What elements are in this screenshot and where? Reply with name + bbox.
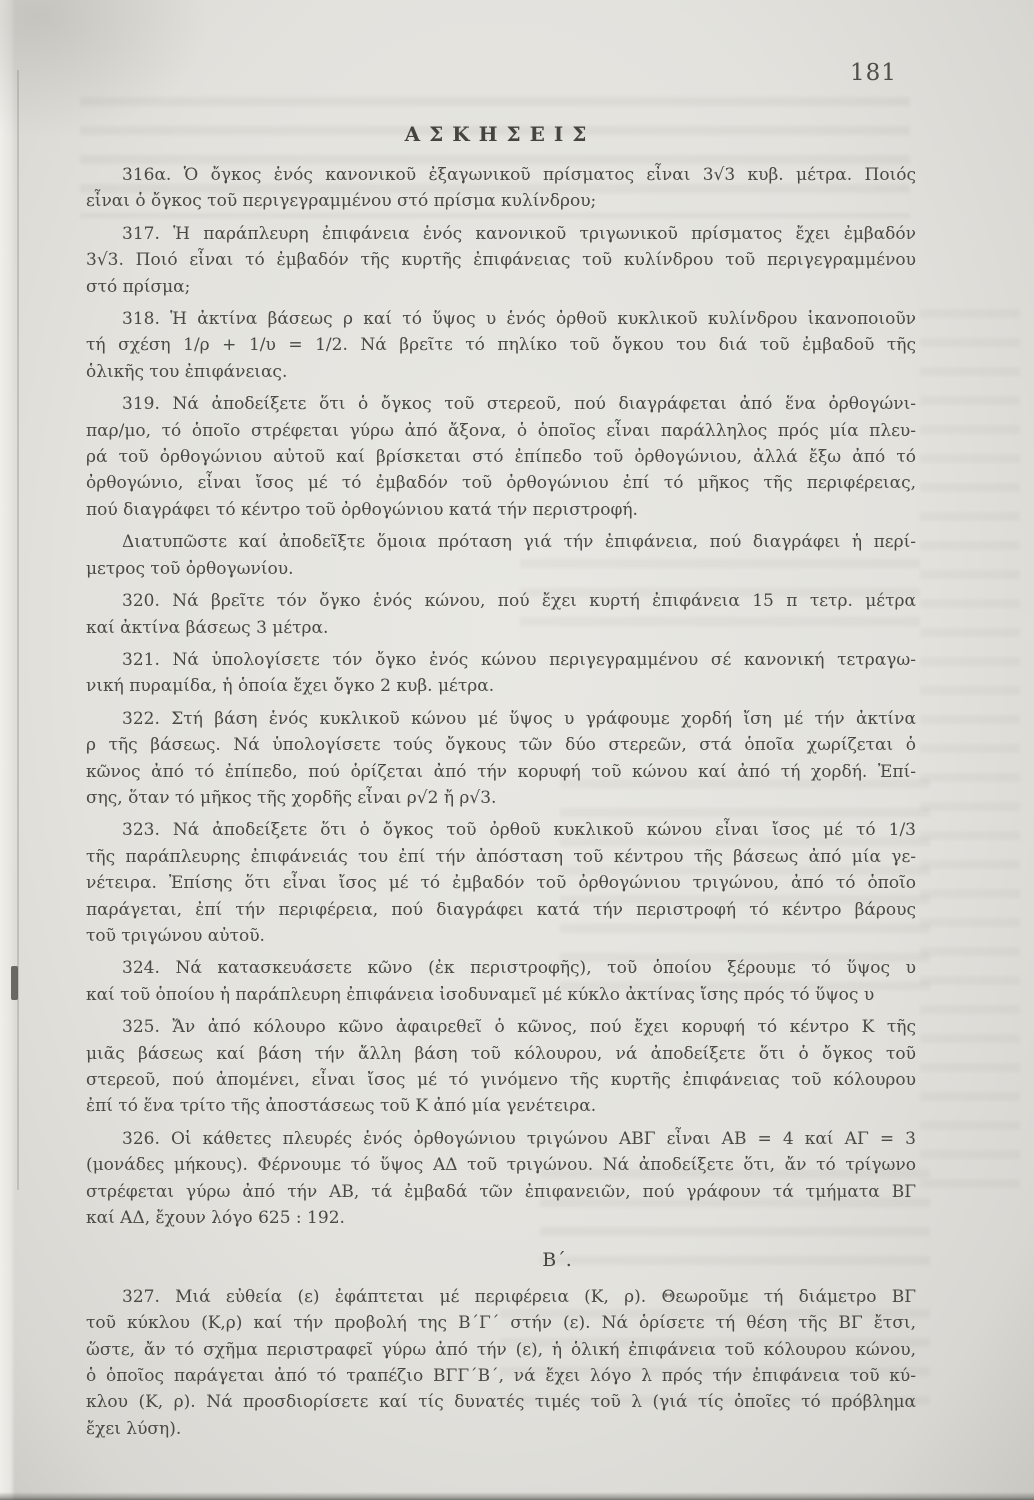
- text-line: καί τοῦ ὁποίου ἡ παράπλευρη ἐπιφάνεια ἰσοδυναμεῖ μέ κύκλο ἀκτίνας ἴσης πρός τό ὕψος υ: [86, 984, 875, 1005]
- text-line: τή σχέση 1/ρ + 1/υ = 1/2. Νά βρεῖτε τό πηλίκο τοῦ ὄγκου του διά τοῦ ἐμβαδοῦ τῆς: [86, 335, 916, 356]
- text-line: νική πυραμίδα, ἡ ὁποία ἔχει ὄγκο 2 κυβ. μέτρα.: [86, 676, 495, 697]
- exercise-323: [86, 817, 916, 949]
- text-line: 317. Ἡ παράπλευρη ἐπιφάνεια ἑνός κανονικοῦ τριγωνικοῦ πρίσματος ἔχει ἐμβαδόν: [122, 223, 916, 244]
- text-line: Διατυπῶστε καί ἀποδεῖξτε ὅμοια πρόταση γιά τήν ἐπιφάνεια, πού διαγράφει ἡ περί-: [122, 532, 916, 553]
- page-gutter-edge: [0, 0, 15, 1500]
- section-b-heading: Β΄.: [542, 1249, 572, 1272]
- text-line: ρ τῆς βάσεως. Νά ὑπολογίσετε τούς ὄγκους τῶν δύο στερεῶν, στά ὁποῖα χωρίζεται ὁ: [86, 735, 916, 756]
- exercise-322: [86, 706, 916, 812]
- text-line: στό πρίσμα;: [86, 276, 191, 297]
- text-line: πού διαγράφει τό κέντρο τοῦ ὀρθογώνιου κατά τήν περιστροφή.: [86, 499, 638, 520]
- exercise-320: [86, 588, 916, 641]
- text-line: στερεοῦ, πού ἀπομένει, εἶναι ἴσος μέ τό γινόμενο τῆς κυρτῆς ἐπιφάνειας τοῦ κόλουρου: [86, 1070, 916, 1090]
- exercise-319: [86, 391, 916, 523]
- corner-scan-shadow: [0, 0, 210, 140]
- text-line: ὥστε, ἄν τό σχῆμα περιστραφεῖ γύρω ἀπό τήν (ε), ἡ ὁλική ἐπιφάνεια τοῦ κόλουρου κώνου,: [86, 1339, 916, 1360]
- text-line: 324. Νά κατασκευάσετε κῶνο (ἐκ περιστροφῆς), τοῦ ὁποίου ξέρουμε τό ὕψος υ: [122, 958, 916, 979]
- text-line: 327. Μιά εὐθεία (ε) ἐφάπτεται μέ περιφέρεια (Κ, ρ). Θεωροῦμε τή διάμετρο ΒΓ: [122, 1286, 916, 1307]
- text-line: νέτειρα. Ἐπίσης ὅτι εἶναι ἴσος μέ τό ἐμβαδόν τοῦ ὀρθογώνιου τριγώνου, ἀπό τό ὁποῖο: [86, 873, 916, 894]
- exercise-326: [86, 1126, 916, 1232]
- text-line: 326. Οἱ κάθετες πλευρές ἑνός ὀρθογώνιου τριγώνου ΑΒΓ εἶναι ΑΒ = 4 καί ΑΓ = 3: [122, 1128, 916, 1149]
- text-line: 318. Ἡ ἀκτίνα βάσεως ρ καί τό ὕψος υ ἑνός ὀρθοῦ κυκλικοῦ κυλίνδρου ἱκανοποιοῦν: [122, 309, 916, 330]
- text-line: ἔχει λύση).: [86, 1418, 182, 1439]
- exercise-324: [86, 955, 916, 1008]
- text-line: παράγεται, ἐπί τήν περιφέρεια, πού διαγράφει κατά τήν περιστροφή τό κέντρο βάρους: [86, 899, 916, 920]
- exercise-318: [86, 306, 916, 385]
- text-line: κλου (Κ, ρ). Νά προσδιορίσετε καί τίς δυνατές τιμές τοῦ λ (γιά τίς ὁποῖες τό πρόβλημα: [86, 1392, 916, 1413]
- text-line: 320. Νά βρεῖτε τόν ὄγκο ἑνός κώνου, πού ἔχει κυρτή ἐπιφάνεια 15 π τετρ. μέτρα: [122, 591, 916, 612]
- edge-ink-mark: [11, 966, 18, 1000]
- text-line: στρέφεται γύρω ἀπό τήν ΑΒ, τά ἐμβαδά τῶν ἐπιφανειῶν, πού γράφουν τά τμήματα ΒΓ: [86, 1181, 916, 1202]
- text-line: τοῦ κύκλου (Κ,ρ) καί τήν προβολή της Β΄Γ΄ στήν (ε). Νά ὁρίσετε τή θέση τῆς ΒΓ ἔτσι,: [86, 1313, 916, 1334]
- text-line: μιᾶς βάσεως καί βάση τήν ἄλλη βάση τοῦ κόλουρου, νά ἀποδείξετε ὅτι ὁ ὄγκος τοῦ: [86, 1043, 916, 1064]
- text-line: 321. Νά ὑπολογίσετε τόν ὄγκο ἑνός κώνου περιγεγραμμένου σέ κανονική τετραγω-: [122, 649, 916, 670]
- text-line: καί ἀκτίνα βάσεως 3 μέτρα.: [86, 617, 329, 638]
- text-line: 322. Στή βάση ἑνός κυκλικοῦ κώνου μέ ὕψος υ γράφουμε χορδή ἴση μέ τήν ἀκτίνα: [122, 708, 916, 729]
- text-line: κῶνος ἀπό τό ἐπίπεδο, πού ὁρίζεται ἀπό τήν κορυφή τοῦ κώνου καί ἀπό τή χορδή. Ἐπί-: [86, 761, 916, 782]
- bleed-through-ghost-text: [920, 300, 1020, 1200]
- bottom-scan-shadow: [0, 1492, 1034, 1500]
- text-line: σης, ὅταν τό μῆκος τῆς χορδῆς εἶναι ρ√2 ἤ ρ√3.: [86, 787, 497, 808]
- binding-crease-line: [17, 70, 19, 1190]
- text-line: 325. Ἄν ἀπό κόλουρο κῶνο ἀφαιρεθεῖ ὁ κῶνος, πού ἔχει κορυφή τό κέντρο Κ τῆς: [122, 1017, 916, 1038]
- exercise-327: [86, 1284, 916, 1442]
- text-line: μετρος τοῦ ὀρθογωνίου.: [86, 558, 294, 579]
- exercise-325: [86, 1014, 916, 1120]
- text-line: τῆς παράπλευρης ἐπιφάνειάς του ἐπί τήν ἀπόσταση τοῦ κέντρου τῆς βάσεως ἀπό μία γε-: [86, 846, 916, 867]
- text-line: εἶναι ὁ ὄγκος τοῦ περιγεγραμμένου στό πρίσμα κυλίνδρου;: [86, 191, 597, 212]
- page-number: 181: [850, 60, 897, 86]
- page-title: ΑΣΚΗΣΕΙΣ: [404, 122, 596, 146]
- text-line: παρ/μο, τό ὁποῖο στρέφεται γύρω ἀπό ἄξονα, ὁ ὁποῖος εἶναι παράλληλος πρός μία πλευ-: [86, 420, 916, 441]
- exercise-319-continued: [86, 529, 916, 582]
- text-line: 316α. Ὁ ὄγκος ἑνός κανονικοῦ ἐξαγωνικοῦ πρίσματος εἶναι 3√3 κυβ. μέτρα. Ποιός: [122, 165, 916, 185]
- text-line: ὁ ὁποῖος παράγεται ἀπό τό τραπέζιο ΒΓΓ΄Β΄, νά ἔχει λόγο λ πρός τήν ἐπιφάνεια τοῦ κύ-: [86, 1366, 916, 1387]
- exercise-321: [86, 647, 916, 700]
- text-line: 323. Νά ἀποδείξετε ὅτι ὁ ὄγκος τοῦ ὀρθοῦ κυκλικοῦ κώνου εἶναι ἴσος μέ τό 1/3: [122, 820, 916, 841]
- text-line: ἐπί τό ἕνα τρίτο τῆς ἀποστάσεως τοῦ Κ ἀπό μία γενέτειρα.: [86, 1096, 597, 1117]
- text-line: τοῦ τριγώνου αὐτοῦ.: [86, 925, 265, 946]
- exercise-317: [86, 221, 916, 300]
- text-line: ὁλικῆς του ἐπιφάνειας.: [86, 361, 288, 382]
- text-line: ρά τοῦ ὀρθογώνιου αὐτοῦ καί βρίσκεται στό ἐπίπεδο τοῦ ὀρθογώνιου, ἀλλά ἔξω ἀπό τό: [86, 447, 916, 468]
- text-line: 3√3. Ποιό εἶναι τό ἐμβαδόν τῆς κυρτῆς ἐπιφάνειας τοῦ κυλίνδρου τοῦ περιγεγραμμένου: [86, 250, 916, 271]
- text-line: καί ΑΔ, ἔχουν λόγο 625 : 192.: [86, 1208, 345, 1229]
- text-line: (μονάδες μήκους). Φέρνουμε τό ὕψος ΑΔ τοῦ τριγώνου. Νά ἀποδείξετε ὅτι, ἄν τό τρίγωνο: [86, 1155, 916, 1176]
- exercise-316a: [86, 162, 916, 215]
- exercises-text-column: [86, 162, 916, 1448]
- text-line: ὀρθογώνιο, εἶναι ἴσος μέ τό ἐμβαδόν τοῦ ὀρθογώνιου ἐπί τό μῆκος τῆς περιφέρειας,: [86, 473, 916, 494]
- text-line: 319. Νά ἀποδείξετε ὅτι ὁ ὄγκος τοῦ στερεοῦ, πού διαγράφεται ἀπό ἕνα ὀρθογώνι-: [122, 394, 916, 415]
